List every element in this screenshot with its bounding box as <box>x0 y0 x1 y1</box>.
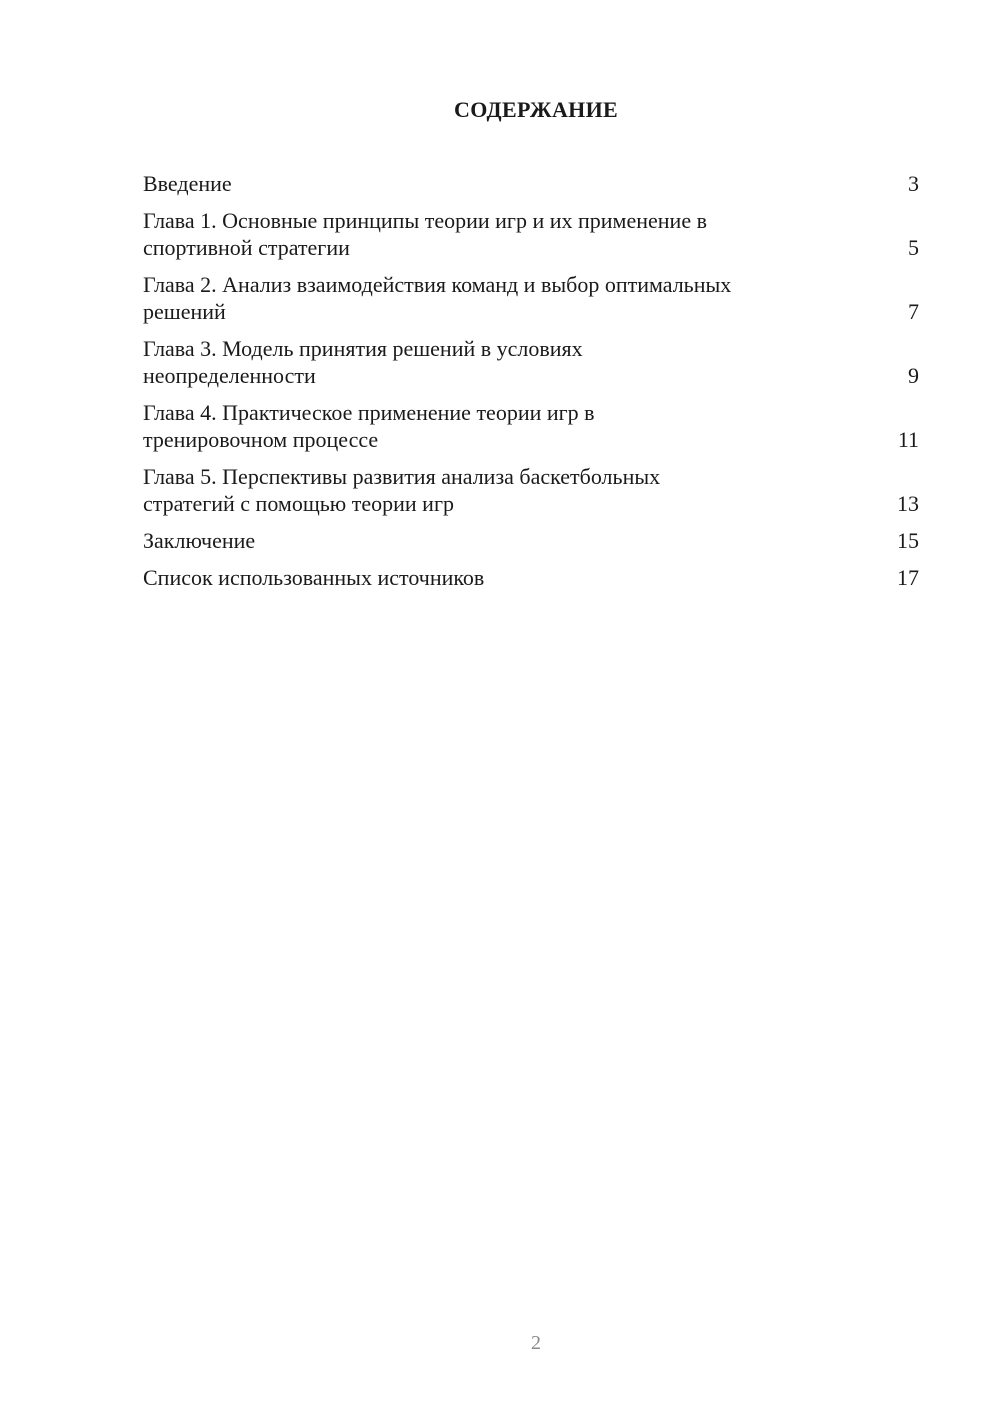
toc-entry-label: Глава 3. Модель принятия решений в условиях неопределенности <box>143 336 583 388</box>
toc-entry-page: 7 <box>908 299 919 324</box>
toc-entry <box>143 399 919 453</box>
toc-entry-page: 3 <box>908 171 919 196</box>
toc-entry-label: Введение <box>143 171 232 196</box>
toc-entry-page: 13 <box>897 491 919 516</box>
toc-entry <box>143 463 919 517</box>
toc-entry-label: Заключение <box>143 528 256 553</box>
toc-entry <box>143 170 919 197</box>
table-of-contents <box>143 170 919 601</box>
toc-entry-label: Глава 4. Практическое применение теории игр в тренировочном процессе <box>143 400 595 452</box>
toc-entry <box>143 564 919 591</box>
toc-entry-label: Список использованных источников <box>143 565 485 590</box>
toc-entry-label: Глава 1. Основные принципы теории игр и их применение в спортивной стратегии <box>143 208 707 260</box>
toc-entry-page: 15 <box>897 528 919 553</box>
page-number: 2 <box>531 1332 541 1354</box>
toc-entry-page: 9 <box>908 363 919 388</box>
toc-entry-label: Глава 5. Перспективы развития анализа баскетбольных стратегий с помощью теории игр <box>143 464 661 516</box>
toc-entry <box>143 527 919 554</box>
toc-entry <box>143 207 919 261</box>
toc-entry-page: 17 <box>897 565 919 590</box>
toc-entry <box>143 271 919 325</box>
toc-entry <box>143 335 919 389</box>
page-title: СОДЕРЖАНИЕ <box>454 97 618 122</box>
toc-entry-page: 11 <box>897 427 919 452</box>
toc-entry-label: Глава 2. Анализ взаимодействия команд и выбор оптимальных решений <box>143 272 732 324</box>
toc-entry-page: 5 <box>908 235 919 260</box>
